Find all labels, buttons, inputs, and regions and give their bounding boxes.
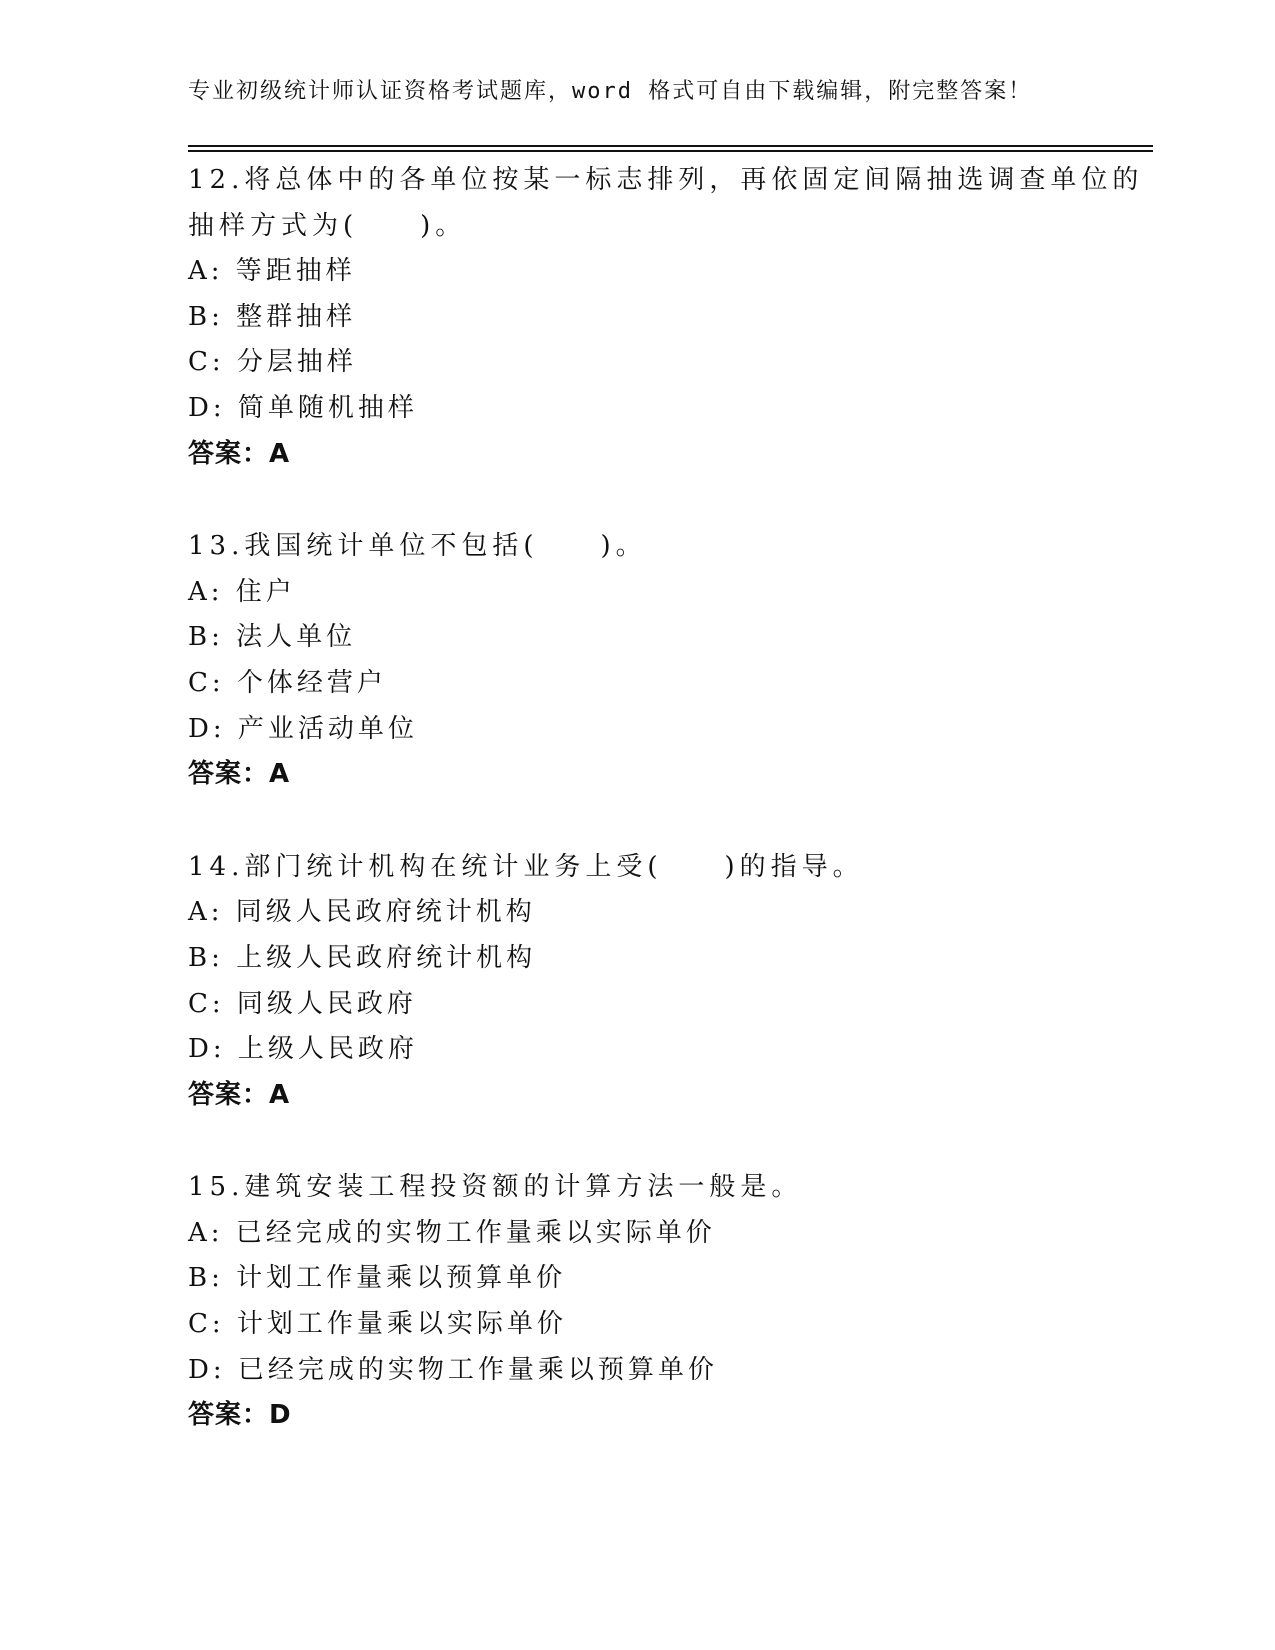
question-14 <box>188 845 1128 1119</box>
question-stem: 15.建筑安装工程投资额的计算方法一般是。 <box>188 1172 803 1203</box>
option-b: B: 计划工作量乘以预算单价 <box>188 1263 567 1294</box>
question-13 <box>188 524 1128 798</box>
option-c: C: 个体经营户 <box>188 667 387 698</box>
option-c: C: 分层抽样 <box>188 347 357 378</box>
option-a: A: 住户 <box>188 576 296 607</box>
option-a: A: 等距抽样 <box>188 256 356 287</box>
option-c: C: 计划工作量乘以实际单价 <box>188 1309 567 1340</box>
question-stem: 14.部门统计机构在统计业务上受( )的指导。 <box>188 851 864 882</box>
answer-line: 答案：A <box>188 1079 291 1110</box>
header-rule-bottom <box>188 150 1153 152</box>
option-a: A: 同级人民政府统计机构 <box>188 897 536 928</box>
header-rule-top <box>188 145 1153 147</box>
question-stem: 抽样方式为( )。 <box>188 210 467 241</box>
answer-line: 答案：A <box>188 438 291 469</box>
page-header: 专业初级统计师认证资格考试题库，word 格式可自由下载编辑，附完整答案！ <box>188 79 1033 104</box>
option-c: C: 同级人民政府 <box>188 988 417 1019</box>
option-a: A: 已经完成的实物工作量乘以实际单价 <box>188 1217 716 1248</box>
question-15 <box>188 1165 1128 1439</box>
option-d: D: 已经完成的实物工作量乘以预算单价 <box>188 1354 718 1385</box>
question-stem: 13.我国统计单位不包括( )。 <box>188 531 647 562</box>
option-d: D: 简单随机抽样 <box>188 392 418 423</box>
answer-line: 答案：D <box>188 1400 292 1431</box>
question-12 <box>188 158 1144 477</box>
answer-line: 答案：A <box>188 759 291 790</box>
option-b: B: 上级人民政府统计机构 <box>188 942 537 973</box>
option-b: B: 整群抽样 <box>188 301 357 332</box>
question-list <box>188 158 1144 1486</box>
question-stem: 12.将总体中的各单位按某一标志排列，再依固定间隔抽选调查单位的 <box>188 165 1144 195</box>
option-d: D: 上级人民政府 <box>188 1034 418 1065</box>
option-b: B: 法人单位 <box>188 622 357 653</box>
option-d: D: 产业活动单位 <box>188 713 418 744</box>
